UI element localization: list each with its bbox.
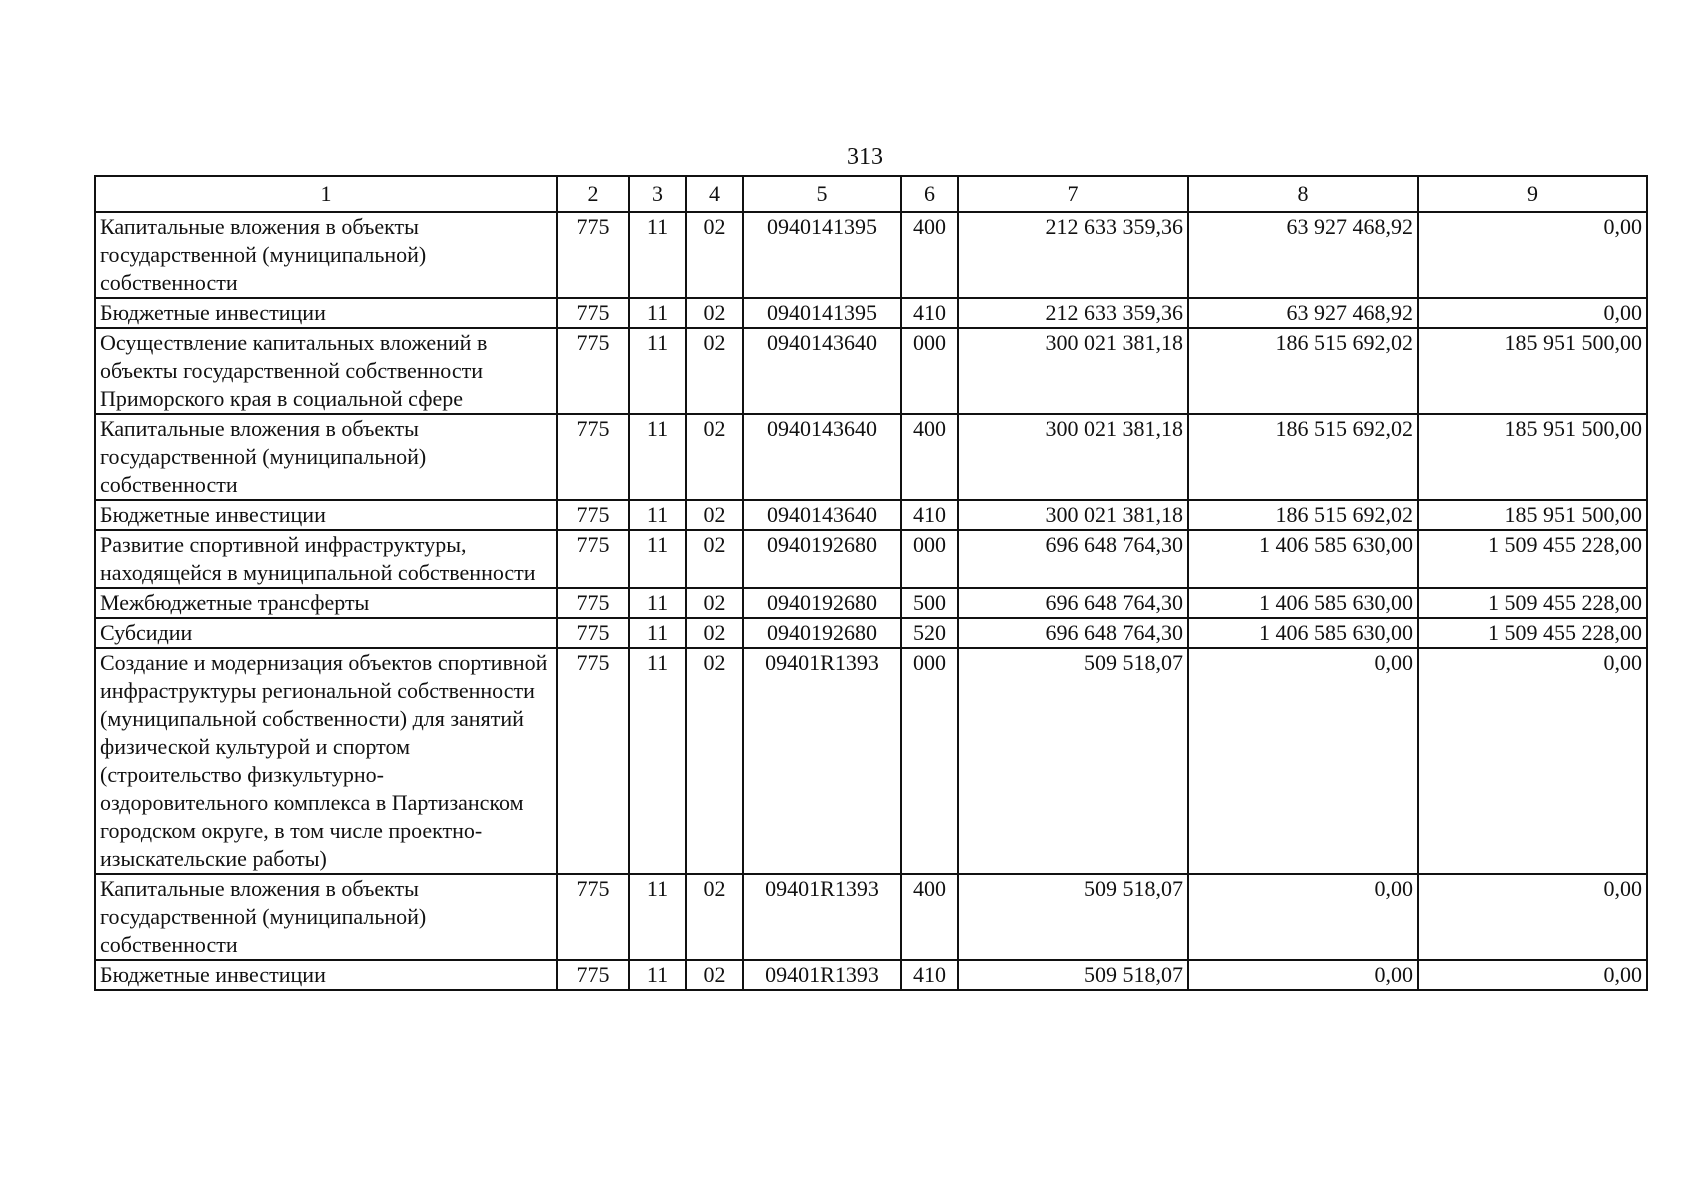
item-name: Межбюджетные трансферты <box>95 588 557 618</box>
amount-col-8: 186 515 692,02 <box>1188 500 1418 530</box>
amount-col-9: 1 509 455 228,00 <box>1418 618 1647 648</box>
amount-col-9: 0,00 <box>1418 960 1647 990</box>
expense-type-code: 500 <box>901 588 958 618</box>
column-header: 5 <box>743 176 901 212</box>
expense-type-code: 000 <box>901 530 958 588</box>
amount-col-8: 1 406 585 630,00 <box>1188 618 1418 648</box>
subsection-code: 02 <box>686 500 743 530</box>
amount-col-7: 509 518,07 <box>958 960 1188 990</box>
subsection-code: 02 <box>686 298 743 328</box>
expense-type-code: 410 <box>901 960 958 990</box>
table-row <box>95 618 1647 648</box>
ministry-code: 775 <box>557 500 629 530</box>
amount-col-9: 185 951 500,00 <box>1418 500 1647 530</box>
section-code: 11 <box>629 414 686 500</box>
table-row <box>95 328 1647 414</box>
expense-type-code: 520 <box>901 618 958 648</box>
expense-type-code: 000 <box>901 328 958 414</box>
target-article-code: 0940143640 <box>743 500 901 530</box>
table-row <box>95 212 1647 298</box>
column-header: 4 <box>686 176 743 212</box>
item-name: Капитальные вложения в объекты государственной (муниципальной) собственности <box>95 414 557 500</box>
column-header: 6 <box>901 176 958 212</box>
column-header: 2 <box>557 176 629 212</box>
section-code: 11 <box>629 874 686 960</box>
ministry-code: 775 <box>557 530 629 588</box>
item-name: Развитие спортивной инфраструктуры, находящейся в муниципальной собственности <box>95 530 557 588</box>
amount-col-8: 1 406 585 630,00 <box>1188 530 1418 588</box>
amount-col-7: 509 518,07 <box>958 874 1188 960</box>
column-header: 9 <box>1418 176 1647 212</box>
section-code: 11 <box>629 328 686 414</box>
amount-col-8: 63 927 468,92 <box>1188 298 1418 328</box>
table-row <box>95 648 1647 874</box>
target-article-code: 0940141395 <box>743 212 901 298</box>
amount-col-8: 63 927 468,92 <box>1188 212 1418 298</box>
amount-col-7: 696 648 764,30 <box>958 618 1188 648</box>
table-row <box>95 530 1647 588</box>
section-code: 11 <box>629 212 686 298</box>
table-row <box>95 414 1647 500</box>
section-code: 11 <box>629 588 686 618</box>
subsection-code: 02 <box>686 648 743 874</box>
table-row <box>95 874 1647 960</box>
item-name: Капитальные вложения в объекты государственной (муниципальной) собственности <box>95 212 557 298</box>
item-name: Осуществление капитальных вложений в объекты государственной собственности Приморского края в социальной сфере <box>95 328 557 414</box>
column-header: 8 <box>1188 176 1418 212</box>
amount-col-8: 186 515 692,02 <box>1188 328 1418 414</box>
table-row <box>95 588 1647 618</box>
amount-col-9: 185 951 500,00 <box>1418 414 1647 500</box>
expense-type-code: 400 <box>901 874 958 960</box>
table-row <box>95 500 1647 530</box>
ministry-code: 775 <box>557 414 629 500</box>
section-code: 11 <box>629 530 686 588</box>
target-article-code: 09401R1393 <box>743 874 901 960</box>
page-number: 313 <box>847 144 883 170</box>
item-name: Бюджетные инвестиции <box>95 960 557 990</box>
target-article-code: 0940143640 <box>743 328 901 414</box>
amount-col-9: 185 951 500,00 <box>1418 328 1647 414</box>
amount-col-7: 300 021 381,18 <box>958 328 1188 414</box>
item-name: Бюджетные инвестиции <box>95 298 557 328</box>
column-header: 3 <box>629 176 686 212</box>
ministry-code: 775 <box>557 588 629 618</box>
column-header: 1 <box>95 176 557 212</box>
ministry-code: 775 <box>557 960 629 990</box>
subsection-code: 02 <box>686 588 743 618</box>
ministry-code: 775 <box>557 618 629 648</box>
target-article-code: 09401R1393 <box>743 648 901 874</box>
section-code: 11 <box>629 960 686 990</box>
budget-table <box>94 175 1648 991</box>
header-row <box>95 176 1647 212</box>
amount-col-8: 0,00 <box>1188 874 1418 960</box>
amount-col-9: 1 509 455 228,00 <box>1418 588 1647 618</box>
table-row <box>95 960 1647 990</box>
amount-col-9: 1 509 455 228,00 <box>1418 530 1647 588</box>
item-name: Субсидии <box>95 618 557 648</box>
expense-type-code: 400 <box>901 414 958 500</box>
table-body <box>95 212 1647 990</box>
target-article-code: 0940192680 <box>743 618 901 648</box>
expense-type-code: 410 <box>901 500 958 530</box>
amount-col-7: 300 021 381,18 <box>958 500 1188 530</box>
ministry-code: 775 <box>557 328 629 414</box>
section-code: 11 <box>629 618 686 648</box>
ministry-code: 775 <box>557 212 629 298</box>
item-name: Бюджетные инвестиции <box>95 500 557 530</box>
subsection-code: 02 <box>686 874 743 960</box>
target-article-code: 0940192680 <box>743 588 901 618</box>
subsection-code: 02 <box>686 530 743 588</box>
section-code: 11 <box>629 648 686 874</box>
amount-col-7: 696 648 764,30 <box>958 530 1188 588</box>
subsection-code: 02 <box>686 960 743 990</box>
target-article-code: 09401R1393 <box>743 960 901 990</box>
amount-col-8: 0,00 <box>1188 960 1418 990</box>
item-name: Капитальные вложения в объекты государственной (муниципальной) собственности <box>95 874 557 960</box>
amount-col-9: 0,00 <box>1418 212 1647 298</box>
target-article-code: 0940192680 <box>743 530 901 588</box>
amount-col-9: 0,00 <box>1418 648 1647 874</box>
amount-col-7: 696 648 764,30 <box>958 588 1188 618</box>
amount-col-8: 186 515 692,02 <box>1188 414 1418 500</box>
expense-type-code: 000 <box>901 648 958 874</box>
amount-col-9: 0,00 <box>1418 298 1647 328</box>
amount-col-7: 509 518,07 <box>958 648 1188 874</box>
ministry-code: 775 <box>557 874 629 960</box>
amount-col-8: 0,00 <box>1188 648 1418 874</box>
expense-type-code: 410 <box>901 298 958 328</box>
amount-col-7: 212 633 359,36 <box>958 212 1188 298</box>
expense-type-code: 400 <box>901 212 958 298</box>
subsection-code: 02 <box>686 212 743 298</box>
target-article-code: 0940143640 <box>743 414 901 500</box>
table-row <box>95 298 1647 328</box>
item-name: Создание и модернизация объектов спортивной инфраструктуры региональной собственности (муниципальной собственности) для занятий физической культурой и спортом (строительство физкультурно-оздоровительного комплекса в Партизанском городском округе, в том числе проектно-изыскательские работы) <box>95 648 557 874</box>
ministry-code: 775 <box>557 298 629 328</box>
section-code: 11 <box>629 500 686 530</box>
column-header: 7 <box>958 176 1188 212</box>
subsection-code: 02 <box>686 328 743 414</box>
amount-col-7: 300 021 381,18 <box>958 414 1188 500</box>
subsection-code: 02 <box>686 618 743 648</box>
amount-col-8: 1 406 585 630,00 <box>1188 588 1418 618</box>
target-article-code: 0940141395 <box>743 298 901 328</box>
subsection-code: 02 <box>686 414 743 500</box>
amount-col-7: 212 633 359,36 <box>958 298 1188 328</box>
ministry-code: 775 <box>557 648 629 874</box>
amount-col-9: 0,00 <box>1418 874 1647 960</box>
section-code: 11 <box>629 298 686 328</box>
